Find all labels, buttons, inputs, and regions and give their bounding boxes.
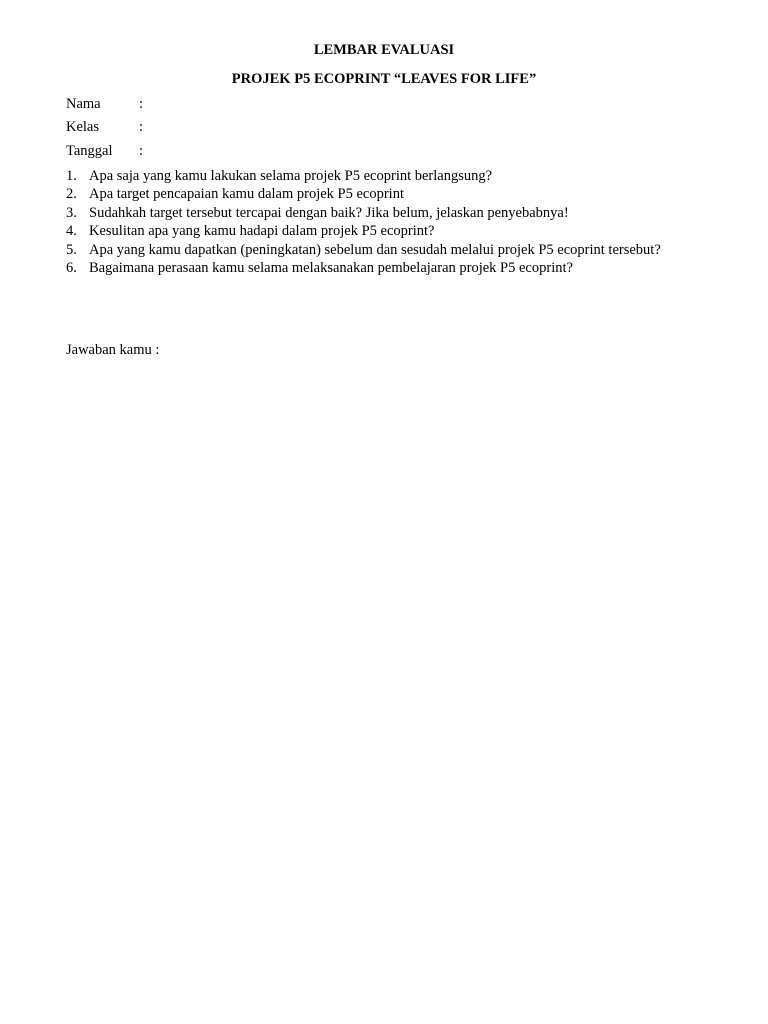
field-separator: : <box>139 119 144 135</box>
field-label: Tanggal <box>66 143 113 159</box>
question-number: 1. <box>66 168 77 184</box>
field-label: Nama <box>66 96 101 112</box>
question-text: Apa yang kamu dapatkan (peningkatan) sebelum dan sesudah melalui projek P5 ecoprint tersebut? <box>89 241 661 258</box>
question-text: Apa saja yang kamu lakukan selama projek P5 ecoprint berlangsung? <box>89 168 493 184</box>
answer-label: Jawaban kamu : <box>66 342 160 358</box>
question-number: 3. <box>66 204 77 221</box>
question-text: Apa target pencapaian kamu dalam projek P5 ecoprint <box>89 186 404 203</box>
document-subtitle: PROJEK P5 ECOPRINT “LEAVES FOR LIFE” <box>231 71 537 87</box>
question-text: Bagaimana perasaan kamu selama melaksanakan pembelajaran projek P5 ecoprint? <box>89 259 573 276</box>
document-title: LEMBAR EVALUASI <box>313 42 455 58</box>
field-label: Kelas <box>66 119 100 135</box>
question-number: 4. <box>66 223 77 240</box>
question-number: 6. <box>66 259 77 276</box>
question-number: 5. <box>66 241 77 258</box>
question-text: Sudahkah target tersebut tercapai dengan baik? Jika belum, jelaskan penyebabnya! <box>89 204 569 221</box>
question-text: Kesulitan apa yang kamu hadapi dalam projek P5 ecoprint? <box>89 223 435 240</box>
field-separator: : <box>139 143 144 159</box>
field-separator: : <box>139 96 144 112</box>
question-number: 2. <box>66 186 77 203</box>
